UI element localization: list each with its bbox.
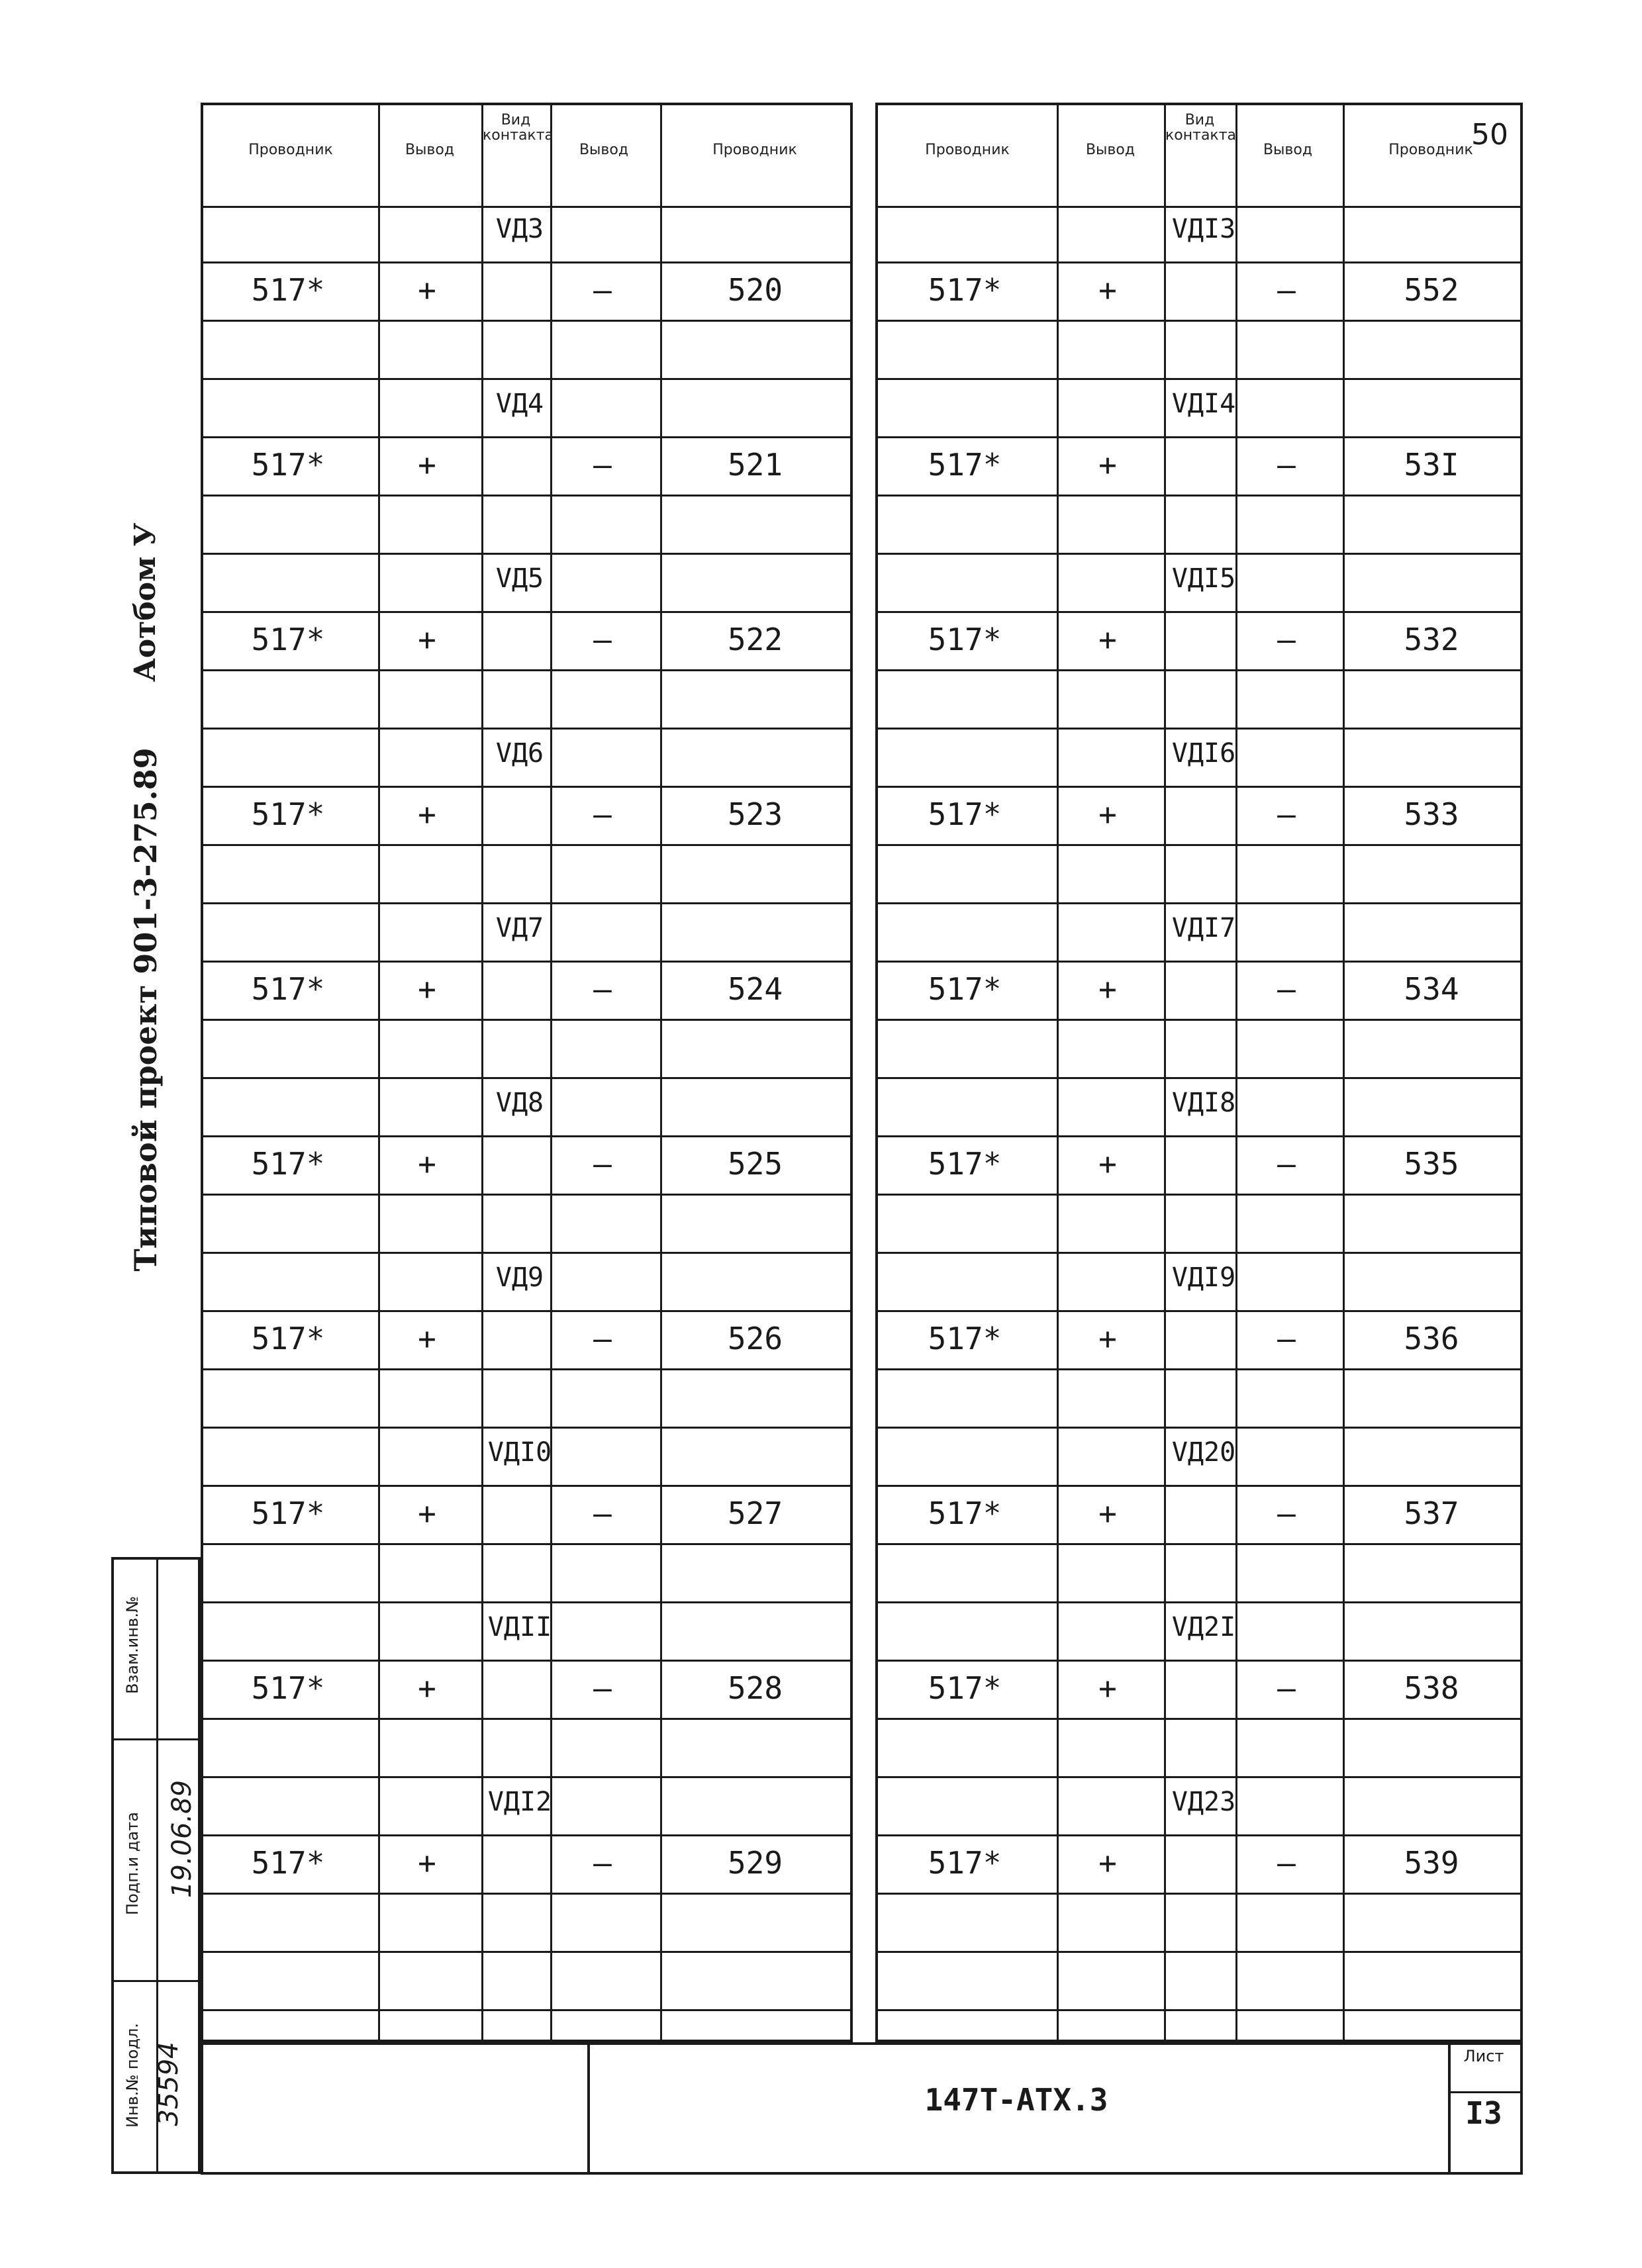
diode-label: VД23 [1171,1787,1236,1817]
diode-label: VДI2 [487,1787,552,1817]
conductor-from: 517* [928,1845,1002,1881]
terminal-plus: + [418,796,436,832]
terminal-minus: – [1277,971,1296,1007]
right-header-terminal-minus: Вывод [1263,142,1313,158]
conductor-to: 529 [727,1845,783,1881]
terminal-plus: + [418,1845,436,1881]
terminal-minus: – [1277,447,1296,483]
conductor-from: 517* [928,971,1002,1007]
inv-label: Инв.№ подл. [123,2023,142,2128]
terminal-plus: + [418,1146,436,1182]
terminal-minus: – [1277,1670,1296,1706]
terminal-minus: – [593,796,612,832]
conductor-from: 517* [251,272,325,308]
terminal-minus: – [1277,796,1296,832]
terminal-plus: + [1098,971,1117,1007]
terminal-minus: – [1277,1321,1296,1356]
diode-label: VДI6 [1171,738,1236,769]
conductor-from: 517* [928,796,1002,832]
diode-label: VД8 [495,1088,544,1118]
terminal-minus: – [593,971,612,1007]
terminal-minus: – [1277,622,1296,657]
conductor-to: 527 [727,1495,783,1531]
left-header-terminal-minus: Вывод [579,142,629,158]
conductor-to: 538 [1404,1670,1459,1706]
terminal-minus: – [593,1670,612,1706]
conductor-from: 517* [928,622,1002,657]
conductor-from: 517* [928,1495,1002,1531]
terminal-plus: + [418,447,436,483]
diode-label: VДI8 [1171,1088,1236,1118]
terminal-minus: – [1277,1845,1296,1881]
conductor-to: 525 [727,1146,783,1182]
diode-label: VДI9 [1171,1262,1236,1293]
terminal-plus: + [418,1495,436,1531]
terminal-plus: + [1098,1321,1117,1356]
conductor-to: 522 [727,622,783,657]
right-header-terminal-plus: Вывод [1085,142,1135,158]
conductor-from: 517* [251,1845,325,1881]
diode-label: VДI3 [1171,214,1236,244]
terminal-plus: + [1098,1670,1117,1706]
conductor-from: 517* [251,971,325,1007]
conductor-from: 517* [251,1495,325,1531]
terminal-minus: – [593,1321,612,1356]
conductor-from: 517* [251,796,325,832]
replace-inv-label: Взам.инв.№ [123,1596,142,1694]
terminal-minus: – [1277,272,1296,308]
album-label: Аотбом У [128,522,162,682]
diode-label: VД20 [1171,1437,1236,1468]
terminal-plus: + [418,971,436,1007]
conductor-from: 517* [251,447,325,483]
diode-label: VДI5 [1171,563,1236,594]
terminal-minus: – [593,272,612,308]
left-header-terminal-plus: Вывод [405,142,455,158]
conductor-to: 528 [727,1670,783,1706]
project-label: Типовой проект 901-3-275.89 [128,747,164,1272]
diode-label: VД4 [495,389,544,419]
inv-value: 35594 [154,2042,184,2126]
diode-label: VДII [487,1612,552,1642]
conductor-to: 53I [1404,447,1459,483]
left-header-conductor-to: Проводник [712,142,797,158]
conductor-to: 520 [727,272,783,308]
conductor-to: 523 [727,796,783,832]
conductor-to: 552 [1404,272,1459,308]
conductor-from: 517* [251,622,325,657]
conductor-to: 537 [1404,1495,1459,1531]
diode-label: VД3 [495,214,544,244]
conductor-to: 536 [1404,1321,1459,1356]
diode-label: VД2I [1171,1612,1236,1642]
corner-mark: 50 [1471,118,1508,152]
conductor-to: 539 [1404,1845,1459,1881]
sheet-number: I3 [1465,2095,1502,2131]
diode-label: VД6 [495,738,544,769]
terminal-plus: + [418,622,436,657]
right-header-conductor-to: Проводник [1388,142,1473,158]
terminal-plus: + [418,1670,436,1706]
diode-label: VДI0 [487,1437,552,1468]
terminal-minus: – [593,1495,612,1531]
conductor-to: 526 [727,1321,783,1356]
terminal-plus: + [1098,1146,1117,1182]
terminal-plus: + [1098,622,1117,657]
right-header-conductor-from: Проводник [925,142,1010,158]
terminal-plus: + [1098,796,1117,832]
diode-label: VД7 [495,913,544,943]
conductor-to: 533 [1404,796,1459,832]
conductor-to: 534 [1404,971,1459,1007]
conductor-from: 517* [251,1670,325,1706]
right-header-contact-type: Вид контакта [1165,112,1237,144]
left-header-conductor-from: Проводник [248,142,333,158]
conductor-from: 517* [928,272,1002,308]
terminal-minus: – [593,622,612,657]
conductor-from: 517* [928,1670,1002,1706]
conductor-to: 535 [1404,1146,1459,1182]
terminal-minus: – [593,1146,612,1182]
conductor-from: 517* [928,447,1002,483]
diode-label: VД5 [495,563,544,594]
conductor-from: 517* [251,1321,325,1356]
terminal-plus: + [418,272,436,308]
conductor-from: 517* [251,1146,325,1182]
terminal-minus: – [1277,1146,1296,1182]
sign-date-value: 19.06.89 [167,1779,197,1899]
terminal-plus: + [1098,447,1117,483]
sheet-label: Лист [1463,2047,1504,2065]
conductor-to: 532 [1404,622,1459,657]
terminal-minus: – [593,1845,612,1881]
conductor-to: 524 [727,971,783,1007]
terminal-plus: + [1098,272,1117,308]
terminal-plus: + [1098,1845,1117,1881]
diode-label: VДI4 [1171,389,1236,419]
terminal-plus: + [418,1321,436,1356]
left-header-contact-type: Вид контакта [483,112,554,144]
terminal-minus: – [593,447,612,483]
terminal-plus: + [1098,1495,1117,1531]
sign-date-label: Подп.и дата [123,1812,142,1915]
conductor-from: 517* [928,1146,1002,1182]
conductor-to: 521 [727,447,783,483]
conductor-from: 517* [928,1321,1002,1356]
diode-label: VД9 [495,1262,544,1293]
diode-label: VДI7 [1171,913,1236,943]
document-code: 147Т-АТХ.3 [924,2082,1108,2118]
terminal-minus: – [1277,1495,1296,1531]
